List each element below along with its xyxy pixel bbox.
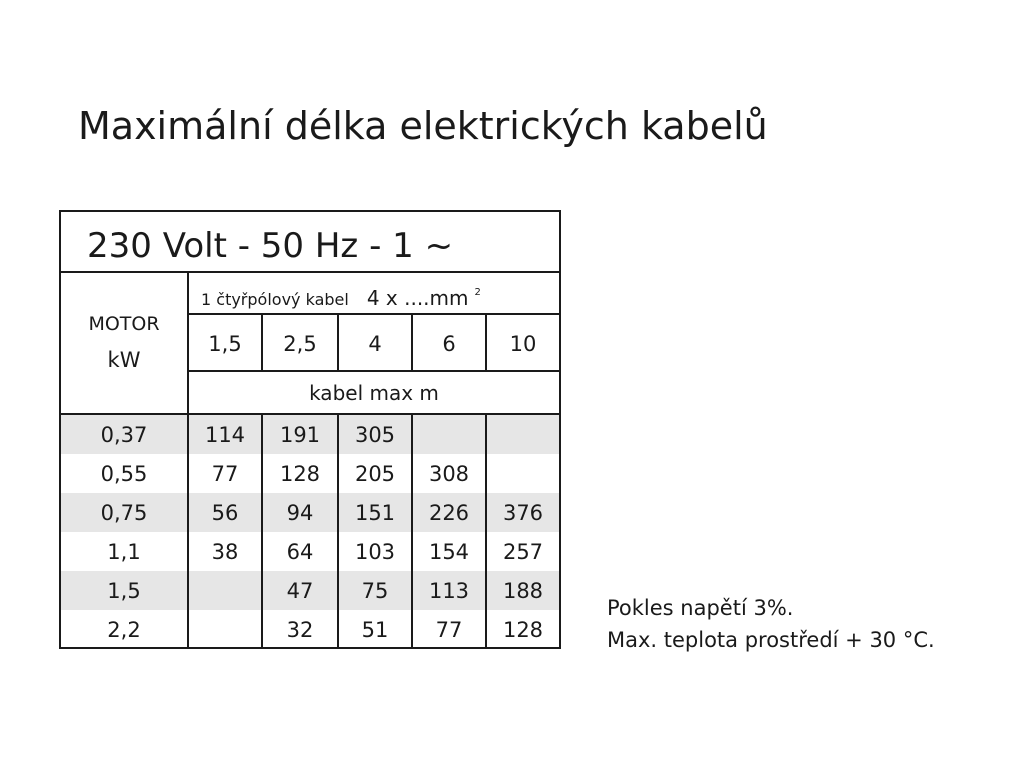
table-row — [61, 610, 559, 649]
max-length-cell: 191 — [263, 415, 339, 454]
max-length-cell — [189, 610, 263, 649]
max-length-cell — [189, 571, 263, 610]
cable-type-header — [189, 273, 559, 315]
max-length-cell: 75 — [339, 571, 413, 610]
table-row — [61, 493, 559, 532]
cable-size-cell: 10 — [509, 332, 537, 356]
unit-row: kabel max m — [189, 372, 559, 415]
note-ambient-temperature: Max. teplota prostředí + 30 °C. — [607, 628, 935, 652]
max-length-cell: 64 — [263, 532, 339, 571]
max-length-cell: 32 — [263, 610, 339, 649]
max-length-cell: 154 — [413, 532, 487, 571]
max-length-cell: 51 — [339, 610, 413, 649]
max-length-cell: 205 — [339, 454, 413, 493]
max-length-cell: 77 — [413, 610, 487, 649]
table-row — [61, 415, 559, 454]
max-length-cell: 56 — [189, 493, 263, 532]
max-length-cell: 308 — [413, 454, 487, 493]
cable-size-cell: 1,5 — [189, 315, 263, 370]
cable-sizes-row — [189, 315, 559, 372]
cable-label: 1 čtyřpólový kabel — [201, 290, 349, 309]
note-voltage-drop: Pokles napětí 3%. — [607, 596, 794, 620]
max-length-cell: 226 — [413, 493, 487, 532]
max-length-cell: 128 — [263, 454, 339, 493]
max-length-cell — [413, 415, 487, 454]
max-length-cell — [487, 454, 559, 493]
notes — [607, 592, 935, 656]
motor-header-cell — [61, 273, 189, 415]
voltage-header: 230 Volt - 50 Hz - 1 ~ — [61, 212, 559, 273]
page-title: Maximální délka elektrických kabelů — [78, 104, 768, 148]
max-length-cell: 114 — [189, 415, 263, 454]
max-length-cell: 103 — [339, 532, 413, 571]
max-length-cell: 376 — [502, 501, 544, 525]
table-row — [61, 571, 559, 610]
motor-power-cell: 2,2 — [61, 610, 189, 649]
max-length-cell: 305 — [339, 415, 413, 454]
max-length-cell — [487, 415, 559, 454]
motor-unit: kW — [107, 348, 141, 372]
max-length-cell: 77 — [189, 454, 263, 493]
max-length-cell: 257 — [502, 540, 544, 564]
max-length-cell: 188 — [502, 579, 544, 603]
table-body — [61, 415, 559, 649]
max-length-cell: 38 — [189, 532, 263, 571]
cable-size-cell: 4 — [339, 315, 413, 370]
max-length-cell: 128 — [502, 618, 544, 642]
max-length-cell: 47 — [263, 571, 339, 610]
table-row — [61, 454, 559, 493]
motor-power-cell: 1,1 — [61, 532, 189, 571]
motor-power-cell: 0,55 — [61, 454, 189, 493]
cable-size-superscript: 2 — [474, 287, 481, 298]
max-length-cell: 151 — [339, 493, 413, 532]
motor-label: MOTOR — [88, 313, 160, 335]
motor-power-cell: 0,37 — [61, 415, 189, 454]
max-length-cell: 94 — [263, 493, 339, 532]
max-length-cell: 113 — [413, 571, 487, 610]
cable-size-cell: 2,5 — [263, 315, 339, 370]
table-row — [61, 532, 559, 571]
cable-length-table — [59, 210, 561, 649]
motor-power-cell: 1,5 — [61, 571, 189, 610]
motor-power-cell: 0,75 — [61, 493, 189, 532]
cable-size-label: 4 x ....mm — [366, 286, 469, 310]
cable-size-cell: 6 — [413, 315, 487, 370]
